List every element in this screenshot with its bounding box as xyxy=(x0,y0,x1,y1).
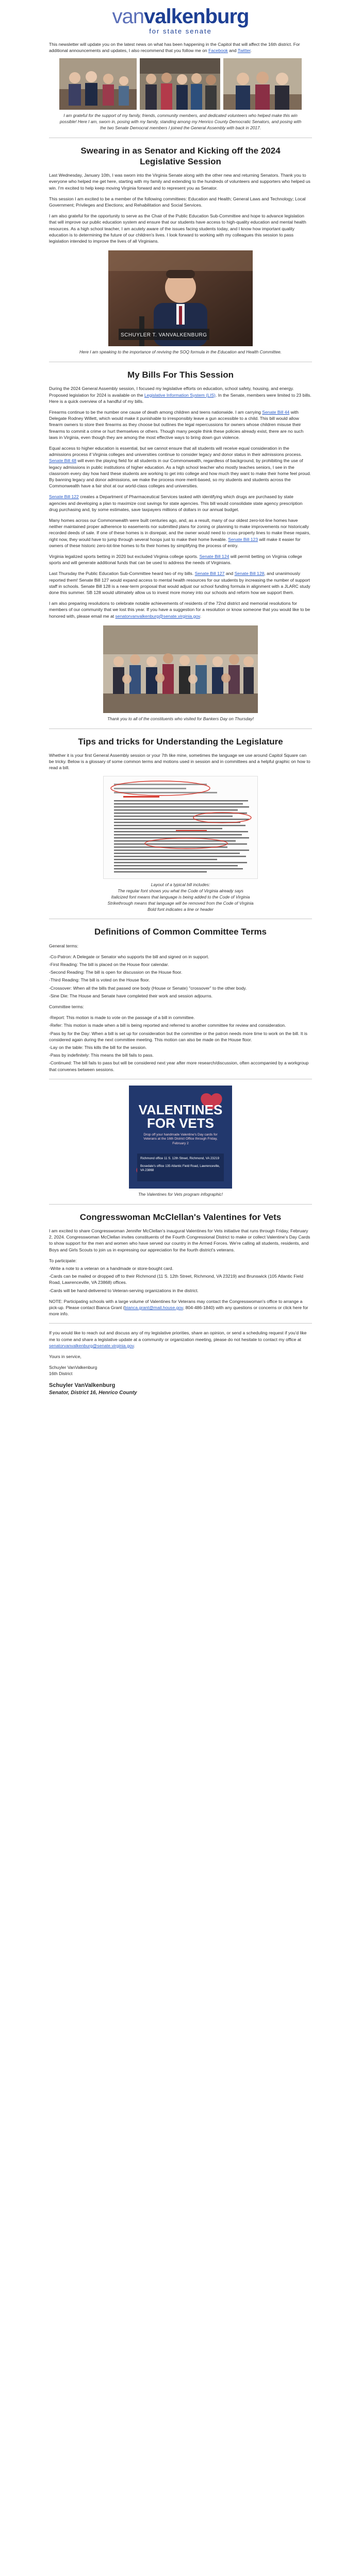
valentines-heading: Congresswoman McClellan's Valentines for Vets xyxy=(79,1212,282,1222)
closing-p1 xyxy=(49,1330,312,1349)
brand-logo-part1: van xyxy=(112,5,144,28)
signature-district: 16th District xyxy=(49,1371,73,1377)
sb124-link[interactable]: Senate Bill 124 xyxy=(199,553,229,559)
photo1-caption: I am grateful for the support of my family, friends, community members, and dedicated volunteers who helped make this win possible! Here I am, sworn in, posing with my family, standing among my Henrico County Democratic Senators, and posing with the two Senate Democrat members I joined the General Assembly with back in 2017. xyxy=(59,113,302,130)
definitions-heading: Definitions of Common Committee Terms xyxy=(94,927,267,937)
brand-logo xyxy=(0,6,361,27)
bills-p3-a: Equal access to higher education is essential, but we cannot ensure that all students will receive equal consideration in the admissions process if Virginia colleges and universities continue to consider legacy and donor status in their admissions process. xyxy=(49,445,302,457)
valentines-note-a: NOTE: Participating schools with a large volume of Valentines for Veterans may contact the Congresswoman's office to arrange a pick-up. Please contact Bianca Grant ( xyxy=(49,1298,303,1310)
list-item: -Sine Die: The House and Senate have completed their work and session adjourns. xyxy=(49,993,213,998)
bankers-day-photo xyxy=(103,625,258,713)
bankers-day-photo-image xyxy=(103,625,258,713)
sb128-link[interactable]: Senate Bill 128 xyxy=(234,571,265,577)
list-item: -Third Reading: The bill is voted on the House floor. xyxy=(49,977,150,983)
tips-heading: Tips and tricks for Understanding the Legislature xyxy=(78,736,283,747)
bills-p1-b: . In the Senate, members were limited to 23 bills. Here is a quick overview of a handful of my bills. xyxy=(49,392,311,404)
bills-p2-a: Firearms continue to be the number one cause of death among children and teens nationwide. I am carrying xyxy=(49,409,262,415)
bills-p2 xyxy=(49,409,312,440)
bianca-email-link[interactable]: bianca.grant@mail.house.gov xyxy=(124,1304,183,1310)
signature-bold-name: Schuyler VanValkenburg xyxy=(49,1382,116,1388)
closing-p1-a: If you would like to reach out and discuss any of my legislative priorities, share an opinion, or send a scheduling request if you'd like me to come and share a legislative update at a community or organization meeting, please do not hesitate to contact my office at xyxy=(49,1330,307,1342)
resolutions-email-link[interactable]: senatorvanvalkenburg@senate.virginia.gov xyxy=(115,613,200,619)
bill-layout-caption-line: The regular font shows you what the Code of Virginia already says xyxy=(118,888,243,894)
intro-text-end: . xyxy=(250,48,252,54)
list-item: -Refer: This motion is made when a bill is being reported and referred to another committee for review and consideration. xyxy=(49,1023,286,1028)
intro-text xyxy=(49,41,312,54)
closing-p1-b: . xyxy=(134,1343,135,1348)
bills-p7-and: and xyxy=(224,571,235,577)
valentines-subtitle: Drop off your handmade Valentine's Day cards for Veterans at the 16th District Office through Friday, February 2 xyxy=(143,1132,218,1145)
bankers-caption: Thank you to all of the constituents who visited for Bankers Day on Thursday! xyxy=(107,716,254,721)
bills-p5-a: Many homes across our Commonwealth were built centuries ago, and, as a result, many of our oldest zero-lot-line homes have neither maintained proper adherence to easements nor submitted plans for zoning or planning to make improvements nor historically recorded deeds of sale. If one of these homes is in disrepair, and the owner would need to cross property lines to make these repairs, right now, they would have to jump through several hoops just to make their home liveable. xyxy=(49,517,310,542)
bills-p3-b: will even the playing field for all students in our Commonwealth, regardless of background, by prohibiting the use of legacy admissions in public institutions of higher education. As a high school teacher who mostly teaches seniors, I see in the classroom every day how hard these students are working to get into college and how much they want to make their home feel proud. By banning legacy and donor admissions, we make the process more merit-based, so my students and students across the Commonwealth have a fair shot at our world-class colleges and universities. xyxy=(49,458,311,489)
list-item: -Report: This motion is made to vote on the passage of a bill in committee. xyxy=(49,1015,195,1021)
family-photo xyxy=(59,58,137,110)
bills-p7-b: , and unanimously reported them! Senate Bill 127 would expand access to mental health resources for our students by increasing the number of support staff in schools. Senate Bill 128 is a near-term proposal that would adjust our school funding formula in alignment with a JLARC study done this summer. SB 128 would ultimately allow us to invest more money into our schools and reform how we support them. xyxy=(49,571,310,595)
signature-bold-title: Senator, District 16, Henrico County xyxy=(49,1390,137,1396)
senators-photo xyxy=(140,58,220,110)
yours-in-service: Yours in service, xyxy=(49,1353,81,1359)
bills-p5 xyxy=(49,517,312,549)
sworn-p2: This session I am excited to be a member of the following committees: Education and Health; General Laws and Technology; Local Government; Privileges and Elections; and Rehabilitation and Social Services. xyxy=(49,196,306,208)
intro-text-and: and xyxy=(227,48,238,54)
sb127-link[interactable]: Senate Bill 127 xyxy=(194,571,225,577)
list-item: -Continued: The bill fails to pass but will be considered next year after more research/discussion, often accompanied by a workgroup that convenes between sessions. xyxy=(49,1060,309,1072)
sb44-link[interactable]: Senate Bill 44 xyxy=(262,409,290,415)
nameplate-label: SCHUYLER T. VANVALKENBURG xyxy=(121,332,207,338)
list-item: -Crossover: When all the bills that passed one body (House or Senate) "crossover" to the other body. xyxy=(49,985,247,991)
list-item: -Write a note to a veteran on a handmade or store-bought card. xyxy=(49,1265,174,1271)
sworn-p1: Last Wednesday, January 10th, I was sworn into the Virginia Senate along with the other new and returning Senators. Thank you to everyone who helped me get here, starting with my family and extending to the hundreds of volunteers and supporters who helped us win. I'm excited to help keep moving Virginia forward and to represent you as Senator. xyxy=(49,173,310,191)
bills-p7 xyxy=(49,570,312,596)
divider xyxy=(49,1204,312,1205)
bills-p8 xyxy=(49,600,312,619)
sb48-link[interactable]: Senate Bill 48 xyxy=(49,458,77,464)
valentines-dropoff-lawrenceville: Bosedale's office 135 Atlantic Field Road, Lawrenceville, VA 23868 xyxy=(140,1164,220,1173)
bills-p5-b: will make it easier for owners of these historic zero-lot-line homes to fix their homes by simplifying the process of entry. xyxy=(49,536,301,548)
divider xyxy=(49,1323,312,1324)
bill-layout-image xyxy=(104,776,258,879)
bills-p6-a: Virginia legalized sports betting in 2020 but excluded Virginia college sports. xyxy=(49,553,200,559)
bills-p1-a: During the 2024 General Assembly session, I focused my legislative efforts on education, school safety, housing, and energy. Proposed legislation for 2024 is available on the xyxy=(49,386,294,398)
list-item: -First Reading: The bill is placed on the House floor calendar. xyxy=(49,962,169,968)
brand-logo-part2: valkenburg xyxy=(144,5,249,28)
colleagues-photo xyxy=(223,58,302,110)
signature-bold xyxy=(49,1382,312,1397)
bills-p2-b: with Delegate Rodney Willett, which would make it punishable to irresponsibly leave a gun accessible to a child. This bill would allow firearm owners to store their firearms as they choose but outlines the legal repercussions for owners whose children misuse their firearms to commit a crime or hurt themselves or others. Though many people think these policies already exist, there are no such laws in Virginia, even though they are among the most effective ways to bring down gun violence. xyxy=(49,409,304,440)
bills-p8-a: I am also preparing resolutions to celebrate notable achievements of residents of the 72nd district and memorial resolutions for members of our community that we lost this year. If you have a suggestion for a resolution or know someone that you would like to be honored with, please email me at xyxy=(49,601,310,619)
bill-layout-caption-line: Italicized font means that language is being added to the Code of Virginia xyxy=(111,894,250,900)
bills-p4 xyxy=(49,494,312,513)
signature-plain xyxy=(49,1364,312,1377)
bills-p7-a: Last Thursday the Public Education Sub-Committee heard two of my bills. xyxy=(49,571,195,577)
sworn-p3: I am also grateful for the opportunity to serve as the Chair of the Public Education Sub-Committee and hope to advance legislation that will improve our public education system and ensure that our students have access to high-quality education and mental health resources. As a high school teacher, I am acutely aware of the issues facing students today, and I know how important quality education is to determining the future of our children's lives. I look forward to working with my colleagues this session to pass legislation intended to improve the lives of all Virginians. xyxy=(49,213,306,244)
bill-layout-caption-line: Bold font indicates a line or header xyxy=(147,906,214,912)
valentines-graphic xyxy=(129,1086,232,1189)
valentines-note xyxy=(49,1298,312,1317)
bills-heading: My Bills For This Session xyxy=(127,370,234,380)
speaking-photo xyxy=(108,250,253,346)
brand-header xyxy=(0,0,361,40)
bill-layout-graphic xyxy=(103,776,258,879)
participate-list xyxy=(49,1265,312,1294)
bills-p3 xyxy=(49,445,312,489)
list-item: -Lay on the table: This kills the bill for the session. xyxy=(49,1045,147,1050)
signature-name: Schuyler VanValkenburg xyxy=(49,1365,97,1370)
office-email-link[interactable]: senatorvanvalkenburg@senate.virginia.gov xyxy=(49,1343,134,1348)
facebook-link[interactable]: Facebook xyxy=(208,48,228,54)
bills-p6-b: will permit betting on Virginia college sports and will generate additional funds that can be used to address the needs of Virginians. xyxy=(49,553,302,566)
valentines-dropoffs xyxy=(140,1157,221,1173)
general-terms-label: General terms: xyxy=(49,943,78,948)
committee-terms-label: Committee terms: xyxy=(49,1004,84,1010)
list-item: -Cards will be hand-delivered to Veteran-serving organizations in the district. xyxy=(49,1287,199,1293)
content-column xyxy=(49,41,312,1397)
valentines-dropoff-richmond: Richmond office 11 S. 12th Street, Richmond, VA 23219 xyxy=(140,1156,220,1160)
bills-p6 xyxy=(49,553,312,566)
bills-p1 xyxy=(49,385,312,404)
list-item: -Second Reading: The bill is open for discussion on the House floor. xyxy=(49,970,183,975)
list-item: -Co-Patron: A Delegate or Senator who supports the bill and signed on in support. xyxy=(49,954,209,959)
bills-p4-b: creates a Department of Pharmaceutical Services tasked with identifying which drugs are purchased by state agencies and developing a plan to maximize cost savings for state agencies. This bill would consolidate state agency prescription drug purchasing and, by some estimates, save taxpayers millions of dollars in our annual budget. xyxy=(49,494,303,512)
list-item: -Cards can be mailed or dropped off to their Richmond (11 S. 12th Street, Richmond, VA 23219) and Brunswick (105 Atlantic Field Road, Lawrenceville, VA 23868) offices. xyxy=(49,1274,303,1285)
bills-p8-b: . xyxy=(200,613,202,619)
lis-link[interactable]: Legislative Information System (LIS) xyxy=(144,392,216,398)
bill-layout-caption-line: Strikethrough means that language will be removed from the Code of Virginia xyxy=(107,900,254,906)
twitter-link[interactable]: Twitter xyxy=(237,48,251,54)
valentines-p1: I am excited to share Congresswoman Jennifer McClellan's inaugural Valentines for Vets initiative that runs through Friday, February 2, 2024. Congresswoman McClellan invites constituents of the Fourth Congressional District to make or collect Valentine's Day Cards to show support for the men and women who have served our country in the Armed Forces. We're calling all students, residents, and Boys and Girls Scouts to join us in expressing our appreciation for the fourth district's veterans. xyxy=(49,1228,310,1252)
valentines-title-line1: VALENTINES xyxy=(138,1101,223,1117)
list-item: -Pass by for the Day: When a bill is set up for consideration but the committee or the patron needs more time to work on the bill. It is considered again during the next committee meeting. This motion can also be made on the House floor. xyxy=(49,1030,308,1042)
divider xyxy=(49,728,312,729)
tips-p1: Whether it is your first General Assembly session or your 7th like mine, sometimes the language we use around Capitol Square can be tricky. Below is a glossary of some common terms and motions used in session and in committees and a helpful graphic on how to read a bill. xyxy=(49,752,310,771)
valentines-title-line2: FOR VETS xyxy=(146,1115,214,1131)
intro-text-a: This newsletter will update you on the latest news on what has been happening in the Capitol that will affect the 16th district. For additional announcements and updates, I also recommend that you follow me on xyxy=(49,42,300,54)
swearing-in-photos xyxy=(59,58,302,110)
speaking-caption: Here I am speaking to the importance of reviving the SOQ formula in the Education and Health Committee. xyxy=(79,349,282,355)
sworn-heading: Swearing in as Senator and Kicking off the 2024 Legislative Session xyxy=(80,145,281,166)
list-item: -Pass by indefinitely: This means the bill fails to pass. xyxy=(49,1053,154,1058)
bill-layout-caption-title: Layout of a typical bill includes: xyxy=(151,882,210,888)
general-terms-list xyxy=(49,954,312,999)
valentines-caption: The Valentines for Vets program infographic! xyxy=(138,1191,223,1197)
valentines-title xyxy=(137,1103,224,1130)
participate-label: To participate: xyxy=(49,1258,77,1263)
committee-terms-list xyxy=(49,1014,312,1073)
sb123-link[interactable]: Senate Bill 123 xyxy=(228,536,258,542)
valentines-note-b: , 804-486-1840) with any questions or concerns or click here for more info. xyxy=(49,1304,308,1317)
sb122-link[interactable]: Senate Bill 122 xyxy=(49,494,79,500)
brand-tagline: for state senate xyxy=(149,27,212,35)
bill-layout-caption xyxy=(58,882,303,912)
